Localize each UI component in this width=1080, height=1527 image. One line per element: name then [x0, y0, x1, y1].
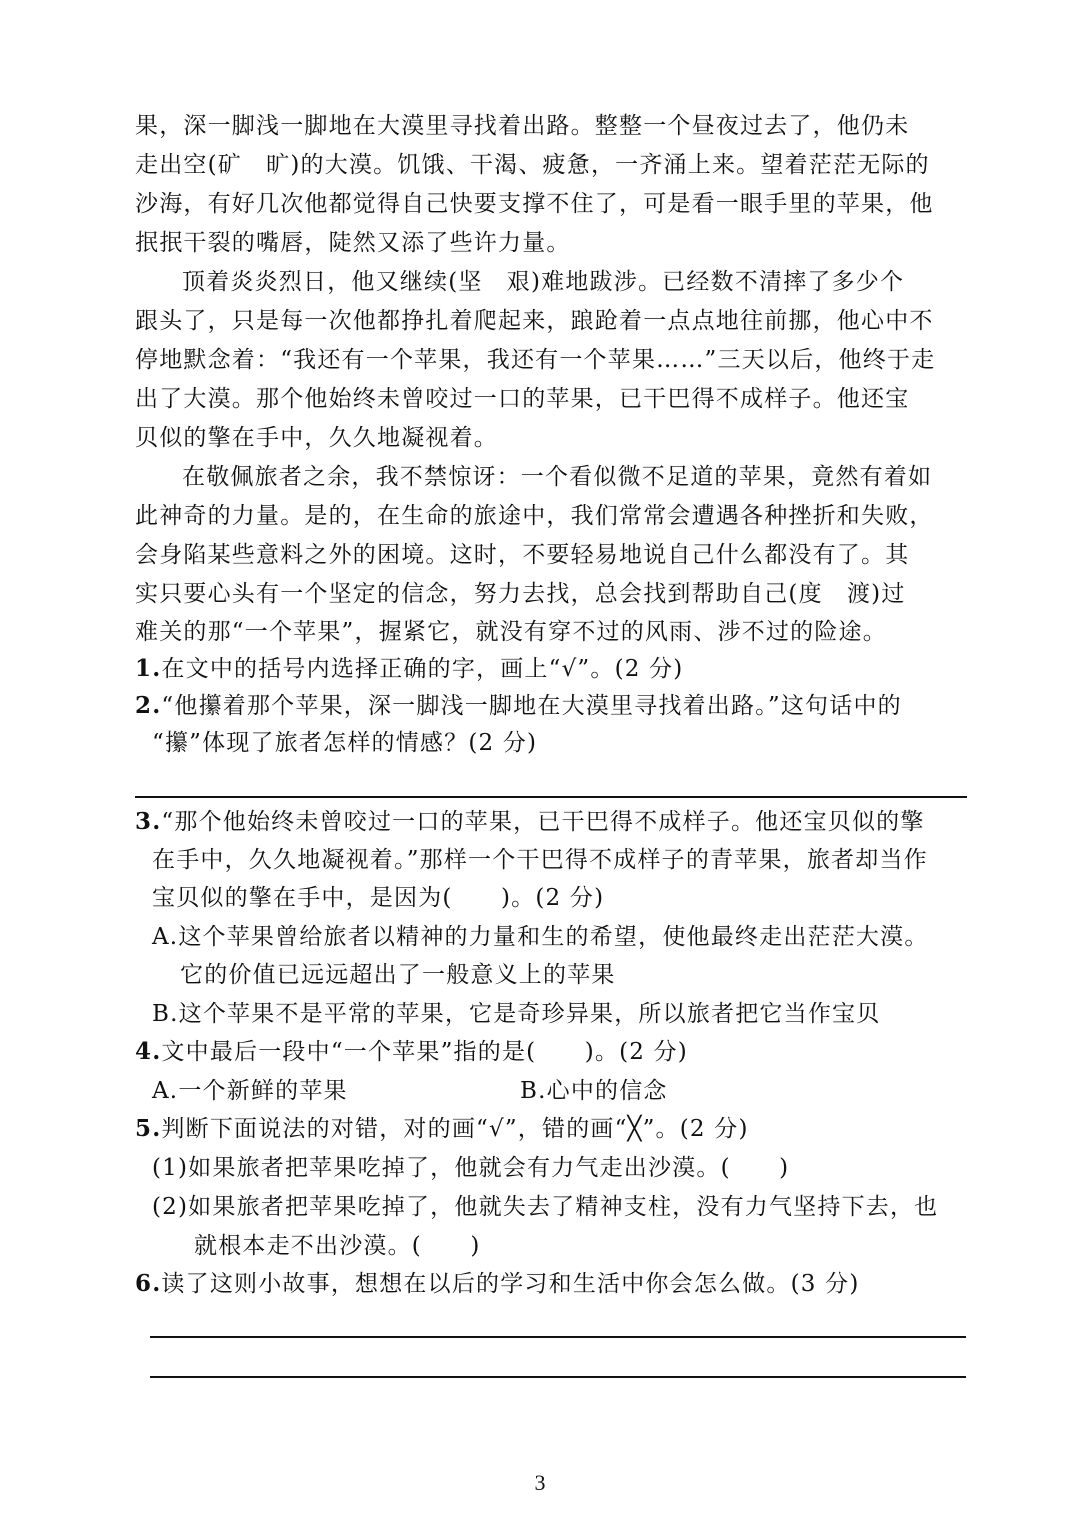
question-number: 3.: [135, 808, 162, 835]
question-5: [135, 1111, 970, 1147]
question-3-line2: 在手中，久久地凝视着。”那样一个干巴得不成样子的青苹果，旅者却当作: [152, 847, 928, 873]
statement-2-cont: 就根本走不出沙漠。( ): [194, 1233, 481, 1259]
passage-line: 难关的那“一个苹果”，握紧它，就没有穿不过的风雨、涉不过的险途。: [135, 619, 887, 645]
passage-line: 贝似的擎在手中，久久地凝视着。: [135, 425, 498, 451]
passage-line: 停地默念着：“我还有一个苹果，我还有一个苹果……”三天以后，他终于走: [135, 347, 936, 373]
question-3-line3: 宝贝似的擎在手中，是因为( )。(2 分): [152, 885, 605, 911]
question-2: [135, 688, 970, 724]
passage-line: 会身陷某些意料之外的困境。这时，不要轻易地说自己什么都没有了。其: [135, 542, 910, 568]
question-number: 1.: [135, 655, 162, 682]
question-3: [135, 804, 970, 840]
passage-line: 果，深一脚浅一脚地在大漠里寻找着出路。整整一个昼夜过去了，他仍未: [135, 113, 910, 139]
question-text: “那个他始终未曾咬过一口的苹果，已干巴得不成样子。他还宝贝似的擎: [161, 809, 925, 835]
passage-line: 出了大漠。那个他始终未曾咬过一口的苹果，已干巴得不成样子。他还宝: [135, 386, 910, 412]
question-number: 4.: [135, 1038, 162, 1065]
passage-line: 顶着炎炎烈日，他又继续(坚 艰)难地跋涉。已经数不清摔了多少个: [182, 269, 905, 295]
passage-line: 沙海，有好几次他都觉得自己快要支撑不住了，可是看一眼手里的苹果，他: [135, 191, 934, 217]
question-text: 文中最后一段中“一个苹果”指的是( )。(2 分): [161, 1039, 688, 1065]
question-1: [135, 651, 970, 687]
passage-line: 跟头了，只是每一次他都挣扎着爬起来，踉跄着一点点地往前挪，他心中不: [135, 308, 934, 334]
question-text: 判断下面说法的对错，对的画“√”，错的画“╳”。(2 分): [161, 1116, 749, 1142]
question-number: 5.: [135, 1115, 162, 1142]
option-b[interactable]: B.这个苹果不是平常的苹果，它是奇珍异果，所以旅者把它当作宝贝: [152, 1001, 881, 1027]
option-a[interactable]: A.一个新鲜的苹果: [152, 1078, 348, 1104]
passage-line: 抿抿干裂的嘴唇，陡然又添了些许力量。: [135, 230, 571, 256]
question-4-options: [152, 1073, 987, 1109]
passage-line: 实只要心头有一个坚定的信念，努力去找，总会找到帮助自己(度 渡)过: [135, 581, 906, 607]
option-a-cont: 它的价值已远远超出了一般意义上的苹果: [180, 962, 616, 988]
question-number: 6.: [135, 1270, 162, 1297]
question-2-line2: “攥”体现了旅者怎样的情感？(2 分): [152, 730, 538, 756]
question-6: [135, 1266, 970, 1302]
answer-line[interactable]: [150, 1376, 966, 1378]
passage-line: 在敬佩旅者之余，我不禁惊讶：一个看似微不足道的苹果，竟然有着如: [182, 464, 933, 490]
question-number: 2.: [135, 692, 162, 719]
option-a[interactable]: A.这个苹果曾给旅者以精神的力量和生的希望，使他最终走出茫茫大漠。: [152, 924, 929, 950]
question-text: 在文中的括号内选择正确的字，画上“√”。(2 分): [161, 656, 684, 682]
statement-1[interactable]: (1)如果旅者把苹果吃掉了，他就会有力气走出沙漠。( ): [152, 1155, 790, 1181]
question-text: “他攥着那个苹果，深一脚浅一脚地在大漠里寻找着出路。”这句话中的: [161, 693, 902, 719]
question-text: 读了这则小故事，想想在以后的学习和生活中你会怎么做。(3 分): [161, 1271, 860, 1297]
question-4: [135, 1034, 970, 1070]
passage-line: 此神奇的力量。是的，在生命的旅途中，我们常常会遭遇各种挫折和失败，: [135, 503, 934, 529]
page-number: 3: [534, 1470, 546, 1495]
option-b[interactable]: B.心中的信念: [520, 1078, 668, 1104]
answer-line[interactable]: [150, 1336, 966, 1338]
statement-2[interactable]: (2)如果旅者把苹果吃掉了，他就失去了精神支柱，没有力气坚持下去，也: [152, 1194, 939, 1220]
answer-line[interactable]: [135, 796, 967, 798]
passage-line: 走出空(矿 旷)的大漠。饥饿、干渴、疲惫，一齐涌上来。望着茫茫无际的: [135, 152, 930, 178]
